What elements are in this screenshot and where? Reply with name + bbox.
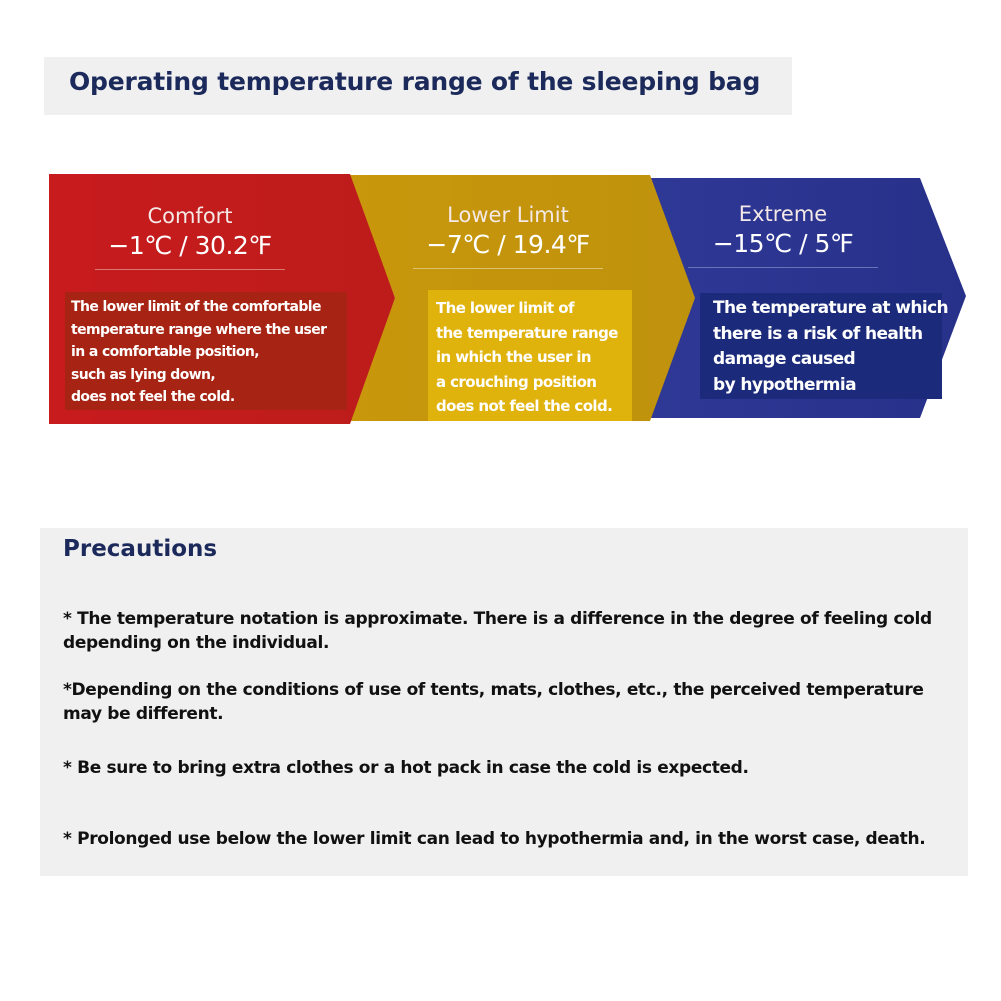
stage-lower-limit-description xyxy=(428,290,632,421)
description-line: in a comfortable position, xyxy=(71,344,259,360)
page-title: Operating temperature range of the sleeping bag xyxy=(69,67,761,96)
stage-lower-limit-name: Lower Limit xyxy=(447,203,569,227)
description-line: there is a risk of health xyxy=(713,323,923,344)
stage-lower-limit-divider xyxy=(413,268,603,269)
description-line: The lower limit of xyxy=(436,299,574,317)
description-line: damage caused xyxy=(713,349,856,369)
stage-extreme-name: Extreme xyxy=(738,202,828,226)
description-line: does not feel the cold. xyxy=(436,397,613,415)
description-line: a crouching position xyxy=(436,372,597,391)
stage-comfort-name: Comfort xyxy=(147,204,233,228)
description-line: temperature range where the user xyxy=(71,321,327,338)
description-line: by hypothermia xyxy=(713,374,856,395)
stage-extreme-description xyxy=(700,293,949,399)
description-line: such as lying down, xyxy=(71,366,216,383)
description-line: does not feel the cold. xyxy=(71,389,235,405)
description-line: The lower limit of the comfortable xyxy=(71,299,321,315)
stage-extreme-header xyxy=(688,201,878,268)
description-line: The temperature at which xyxy=(713,298,949,318)
stage-extreme-divider xyxy=(688,267,878,268)
stage-comfort-description xyxy=(65,292,347,410)
precaution-item: * Prolonged use below the lower limit can lead to hypothermia and, in the worst case, death. xyxy=(63,829,926,849)
precaution-item: * The temperature notation is approximate. There is a difference in the degree of feeling cold depending on the individual. xyxy=(63,609,932,653)
description-line: the temperature range xyxy=(436,323,618,342)
precautions-title: Precautions xyxy=(63,536,218,562)
precautions-panel xyxy=(40,528,968,876)
stage-extreme-temperature: −15℃ / 5℉ xyxy=(712,229,854,258)
stage-comfort-divider xyxy=(95,269,285,270)
description-line: in which the user in xyxy=(436,348,591,366)
stage-comfort-header xyxy=(95,203,285,270)
stage-lower-limit-temperature: −7℃ / 19.4℉ xyxy=(426,230,590,259)
precaution-item: *Depending on the conditions of use of tents, mats, clothes, etc., the perceived temperature may be different. xyxy=(63,680,924,724)
stage-lower-limit-header xyxy=(413,202,603,269)
precaution-item: * Be sure to bring extra clothes or a hot pack in case the cold is expected. xyxy=(63,758,749,778)
stage-comfort-temperature: −1℃ / 30.2℉ xyxy=(108,231,272,260)
